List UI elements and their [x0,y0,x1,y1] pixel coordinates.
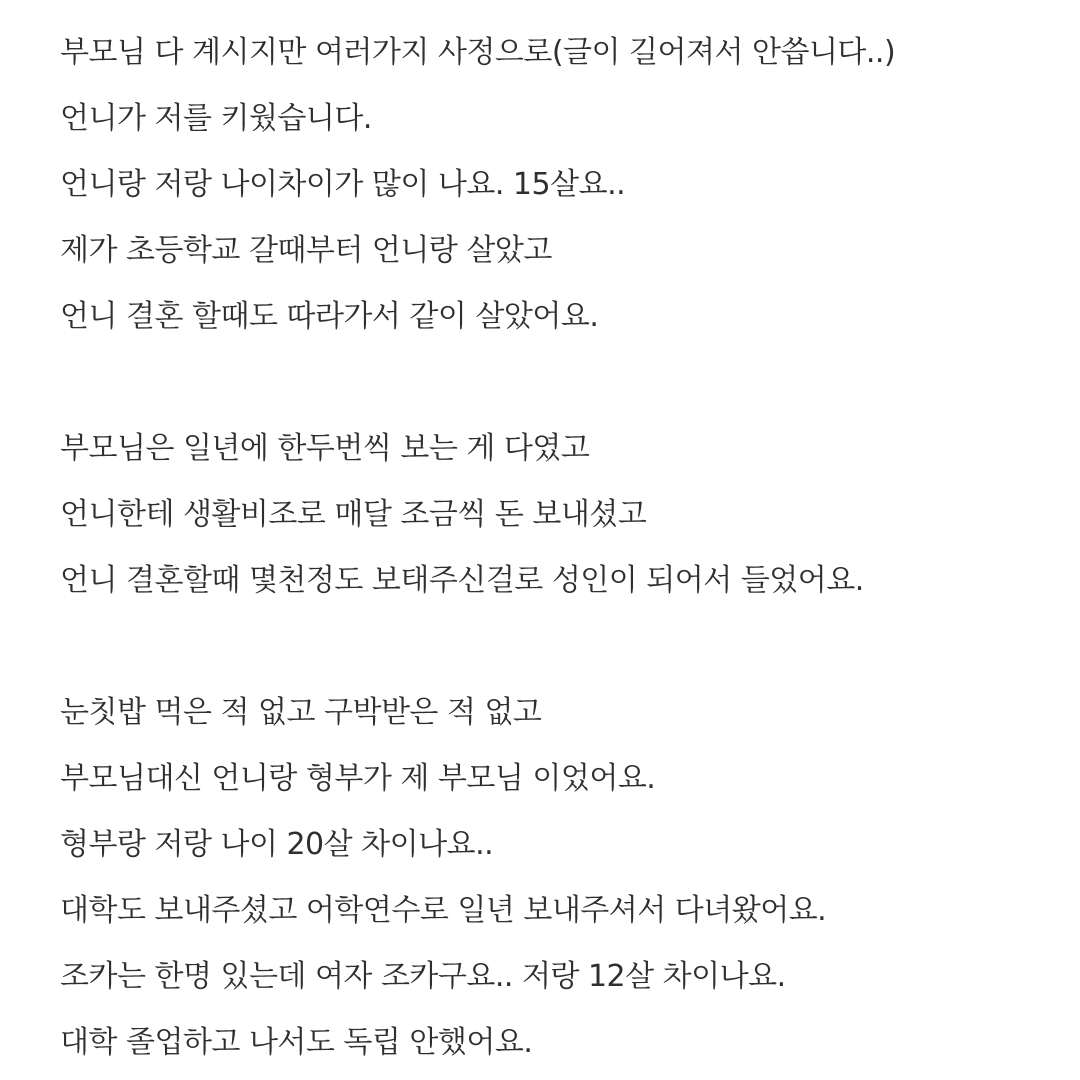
text-line: 제가 초등학교 갈때부터 언니랑 살았고 [60,233,552,268]
text-line: 언니랑 저랑 나이차이가 많이 나요. 15살요.. [60,167,626,202]
text-line: 언니한테 생활비조로 매달 조금씩 돈 보내셨고 [60,497,647,532]
paragraph-spacer [60,614,1060,680]
text-line: 눈칫밥 먹은 적 없고 구박받은 적 없고 [60,695,542,730]
post-body [60,20,1060,1076]
text-line: 조카는 한명 있는데 여자 조카구요.. 저랑 12살 차이나요. [60,959,786,994]
paragraph-spacer [60,350,1060,416]
text-line: 부모님 다 계시지만 여러가지 사정으로(글이 길어져서 안씁니다..) [60,35,896,70]
paragraph-2 [60,416,1060,614]
text-line: 언니가 저를 키웠습니다. [60,101,372,136]
text-line: 대학도 보내주셨고 어학연수로 일년 보내주셔서 다녀왔어요. [60,893,827,928]
paragraph-1 [60,20,1060,350]
text-line: 부모님은 일년에 한두번씩 보는 게 다였고 [60,431,590,466]
text-line: 언니 결혼할때 몇천정도 보태주신걸로 성인이 되어서 들었어요. [60,563,864,598]
text-line: 형부랑 저랑 나이 20살 차이나요.. [60,827,494,862]
paragraph-3 [60,680,1060,1076]
text-line: 대학 졸업하고 나서도 독립 안했어요. [60,1025,533,1060]
text-line: 부모님대신 언니랑 형부가 제 부모님 이었어요. [60,761,656,796]
text-line: 언니 결혼 할때도 따라가서 같이 살았어요. [60,299,599,334]
